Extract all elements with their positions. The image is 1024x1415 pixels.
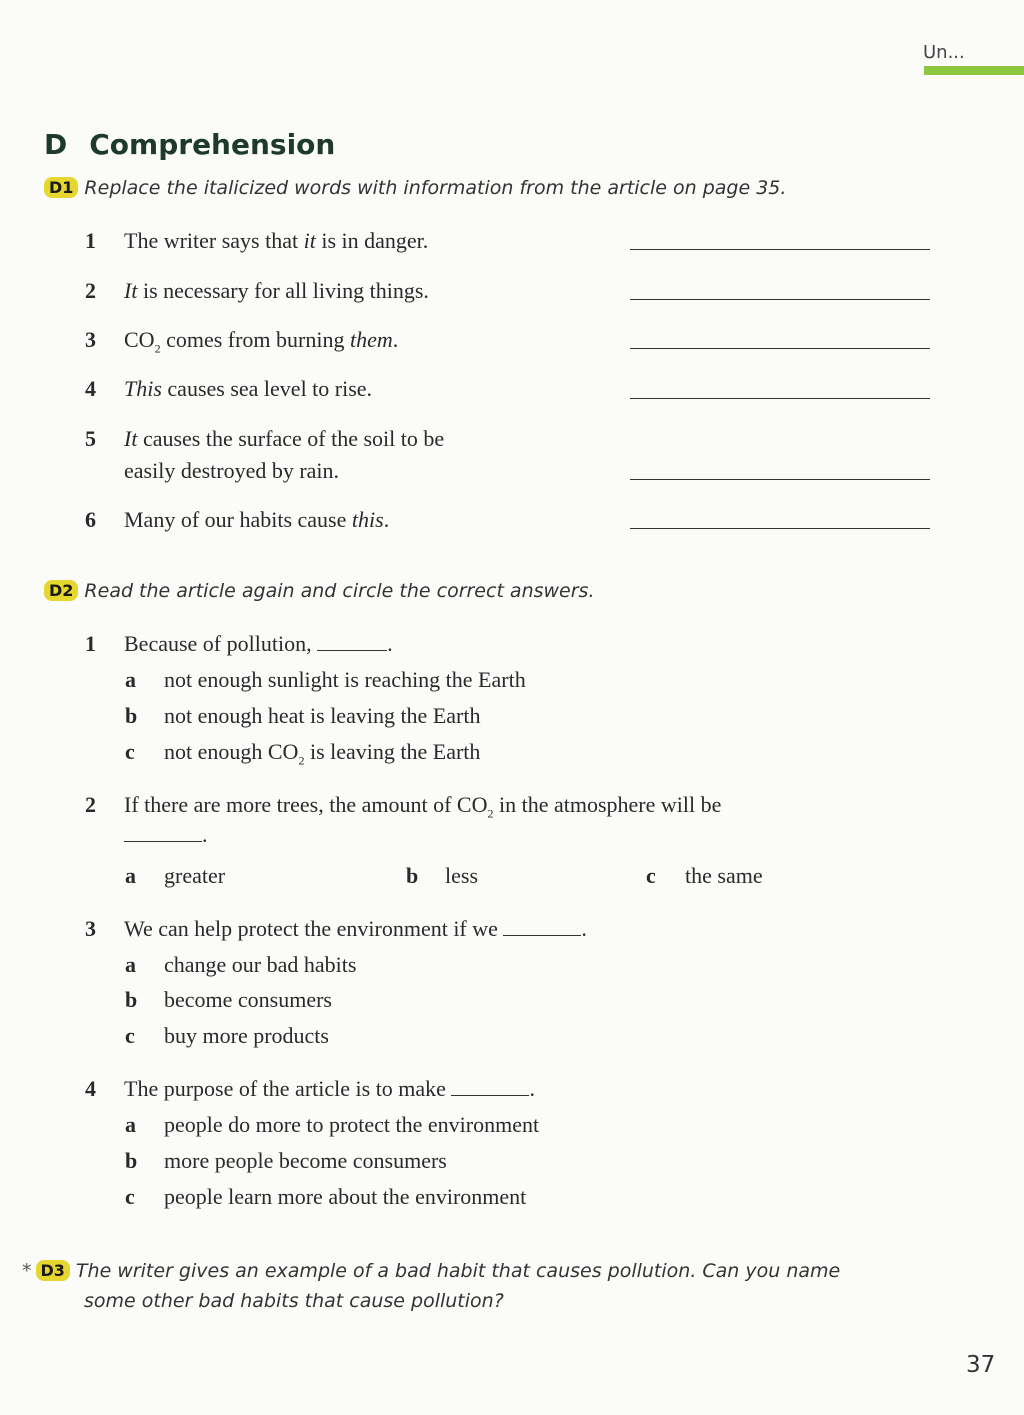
option-text: people do more to protect the environment	[164, 1112, 540, 1137]
option-letter: c	[125, 739, 135, 764]
option-text: less	[445, 863, 478, 888]
exercise-badge-d1: D1	[44, 177, 78, 198]
question-number: 1	[85, 631, 96, 656]
question-stem: The purpose of the article is to make .	[124, 1076, 535, 1101]
question-stem: Because of pollution, .	[124, 631, 393, 656]
exercise-d3-line2: some other bad habits that cause pollution?	[84, 1290, 504, 1312]
answer-line[interactable]	[630, 249, 930, 250]
answer-blank	[451, 1077, 529, 1096]
item-number: 5	[85, 426, 96, 451]
item-number: 3	[85, 327, 96, 352]
option-letter: b	[125, 703, 138, 728]
option-letter: b	[125, 1148, 138, 1173]
answer-line[interactable]	[630, 528, 930, 529]
option-text: not enough $CO_2$ is leaving the Earth	[164, 739, 481, 768]
option-text: buy more products	[164, 1023, 329, 1048]
answer-blank	[503, 917, 581, 936]
answer-line[interactable]	[630, 348, 930, 349]
answer-blank	[317, 632, 387, 651]
question-number: 2	[85, 792, 96, 817]
star-icon: *	[22, 1260, 32, 1282]
answer-line[interactable]	[630, 299, 930, 300]
unit-label: Un...	[923, 42, 965, 63]
unit-color-bar	[924, 66, 1024, 75]
section-title	[44, 128, 335, 161]
exercise-d2-heading	[44, 580, 595, 602]
question-number: 3	[85, 916, 96, 941]
exercise-d2-instruction: Read the article again and circle the correct answers.	[84, 580, 595, 602]
exercise-d3-heading	[22, 1260, 840, 1282]
option-text: not enough heat is leaving the Earth	[164, 703, 481, 728]
section-letter: D	[44, 128, 68, 161]
question-number: 4	[85, 1076, 96, 1101]
question-stem: If there are more trees, the amount of $CO_2$ in the atmosphere will be	[124, 792, 722, 821]
option-text: people learn more about the environment	[164, 1184, 527, 1209]
item-text: It is necessary for all living things.	[124, 278, 429, 303]
exercise-badge-d3: D3	[36, 1260, 70, 1281]
answer-blank	[124, 823, 202, 842]
answer-line[interactable]	[630, 398, 930, 399]
option-text: change our bad habits	[164, 952, 357, 977]
item-text-continued: easily destroyed by rain.	[124, 458, 340, 483]
option-letter: a	[125, 863, 136, 888]
option-letter: a	[125, 952, 136, 977]
exercise-d1-instruction: Replace the italicized words with information from the article on page 35.	[84, 177, 787, 199]
exercise-d1-heading	[44, 177, 786, 199]
item-text: Many of our habits cause this.	[124, 507, 390, 532]
exercise-d3-line1: The writer gives an example of a bad habit that causes pollution. Can you name	[75, 1260, 841, 1282]
section-title-text: Comprehension	[89, 128, 336, 161]
page-number: 37	[966, 1352, 996, 1378]
option-letter: c	[125, 1023, 135, 1048]
option-letter: a	[125, 667, 136, 692]
item-text: The writer says that it is in danger.	[124, 228, 429, 253]
item-text: It causes the surface of the soil to be	[124, 426, 445, 451]
option-text: more people become consumers	[164, 1148, 447, 1173]
option-letter: c	[646, 863, 656, 888]
answer-line[interactable]	[630, 479, 930, 480]
option-letter: a	[125, 1112, 136, 1137]
item-number: 1	[85, 228, 96, 253]
item-number: 2	[85, 278, 96, 303]
option-letter: b	[125, 987, 138, 1012]
question-stem-continued: .	[124, 819, 208, 851]
item-text: This causes sea level to rise.	[124, 376, 373, 401]
option-text: become consumers	[164, 987, 332, 1012]
item-number: 6	[85, 507, 96, 532]
option-letter: c	[125, 1184, 135, 1209]
item-text: $CO_2$ comes from burning them.	[124, 327, 399, 356]
item-number: 4	[85, 376, 96, 401]
option-text: greater	[164, 863, 226, 888]
question-stem: We can help protect the environment if we .	[124, 916, 587, 941]
exercise-badge-d2: D2	[44, 580, 78, 601]
option-text: the same	[685, 863, 763, 888]
option-text: not enough sunlight is reaching the Earth	[164, 667, 526, 692]
option-letter: b	[406, 863, 419, 888]
